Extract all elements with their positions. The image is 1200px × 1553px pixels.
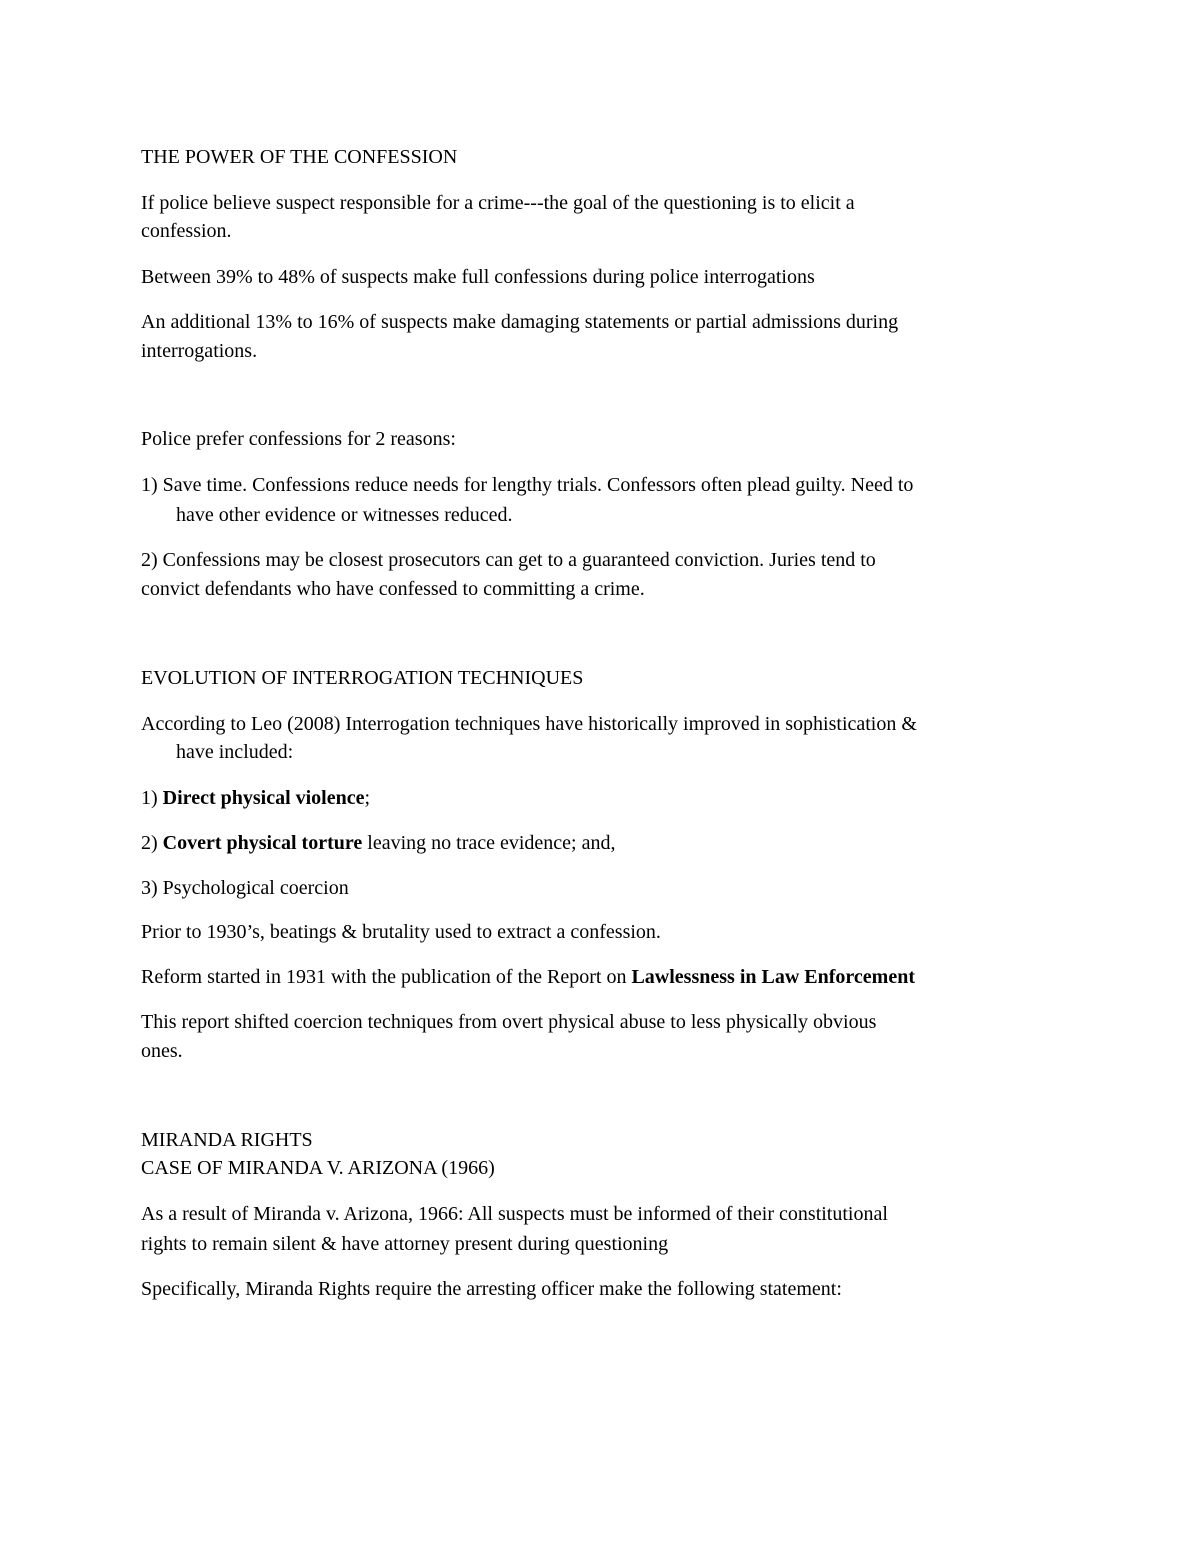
section-subheading-case: CASE OF MIRANDA V. ARIZONA (1966) <box>141 1157 495 1179</box>
list-item: 3) Psychological coercion <box>141 877 349 899</box>
paragraph-line: confession. <box>141 220 232 242</box>
paragraph-line: Prior to 1930’s, beatings & brutality used to extract a confession. <box>141 921 661 943</box>
paragraph-line: According to Leo (2008) Interrogation techniques have historically improved in sophistication & <box>141 713 917 735</box>
paragraph-line: An additional 13% to 16% of suspects make damaging statements or partial admissions during <box>141 311 899 333</box>
bold-term: Direct physical violence <box>162 787 365 809</box>
list-item-line: 2) Confessions may be closest prosecutors can get to a guaranteed conviction. Juries tend to <box>141 549 876 571</box>
paragraph-line: If police believe suspect responsible for a crime---the goal of the questioning is to elicit a <box>141 192 855 214</box>
paragraph-line: interrogations. <box>141 340 258 362</box>
paragraph-line: As a result of Miranda v. Arizona, 1966: All suspects must be informed of their constitutional <box>141 1203 888 1225</box>
list-item-line: convict defendants who have confessed to committing a crime. <box>141 578 645 600</box>
paragraph-line: ones. <box>141 1040 183 1062</box>
list-item-line: have other evidence or witnesses reduced. <box>176 504 513 526</box>
section-heading-miranda: MIRANDA RIGHTS <box>141 1129 313 1151</box>
paragraph-line: rights to remain silent & have attorney present during questioning <box>141 1233 669 1255</box>
bold-term: Covert physical torture <box>162 832 363 854</box>
paragraph-line: Between 39% to 48% of suspects make full confessions during police interrogations <box>141 266 815 288</box>
paragraph-line: Reform started in 1931 with the publication of the Report on Lawlessness in Law Enforcement <box>141 966 915 988</box>
report-title: Lawlessness in Law Enforcement <box>631 966 915 988</box>
list-item: 2) Covert physical torture leaving no trace evidence; and, <box>141 832 616 854</box>
section-heading-power-of-confession: THE POWER OF THE CONFESSION <box>141 146 458 168</box>
list-item-line: 1) Save time. Confessions reduce needs for lengthy trials. Confessors often plead guilty. Need to <box>141 474 914 496</box>
paragraph-line: have included: <box>176 741 294 763</box>
paragraph-line: This report shifted coercion techniques from overt physical abuse to less physically obvious <box>141 1011 877 1033</box>
paragraph-line: Specifically, Miranda Rights require the arresting officer make the following statement: <box>141 1278 842 1300</box>
list-item: 1) Direct physical violence; <box>141 787 371 809</box>
section-heading-evolution: EVOLUTION OF INTERROGATION TECHNIQUES <box>141 667 584 689</box>
paragraph-line: Police prefer confessions for 2 reasons: <box>141 428 456 450</box>
